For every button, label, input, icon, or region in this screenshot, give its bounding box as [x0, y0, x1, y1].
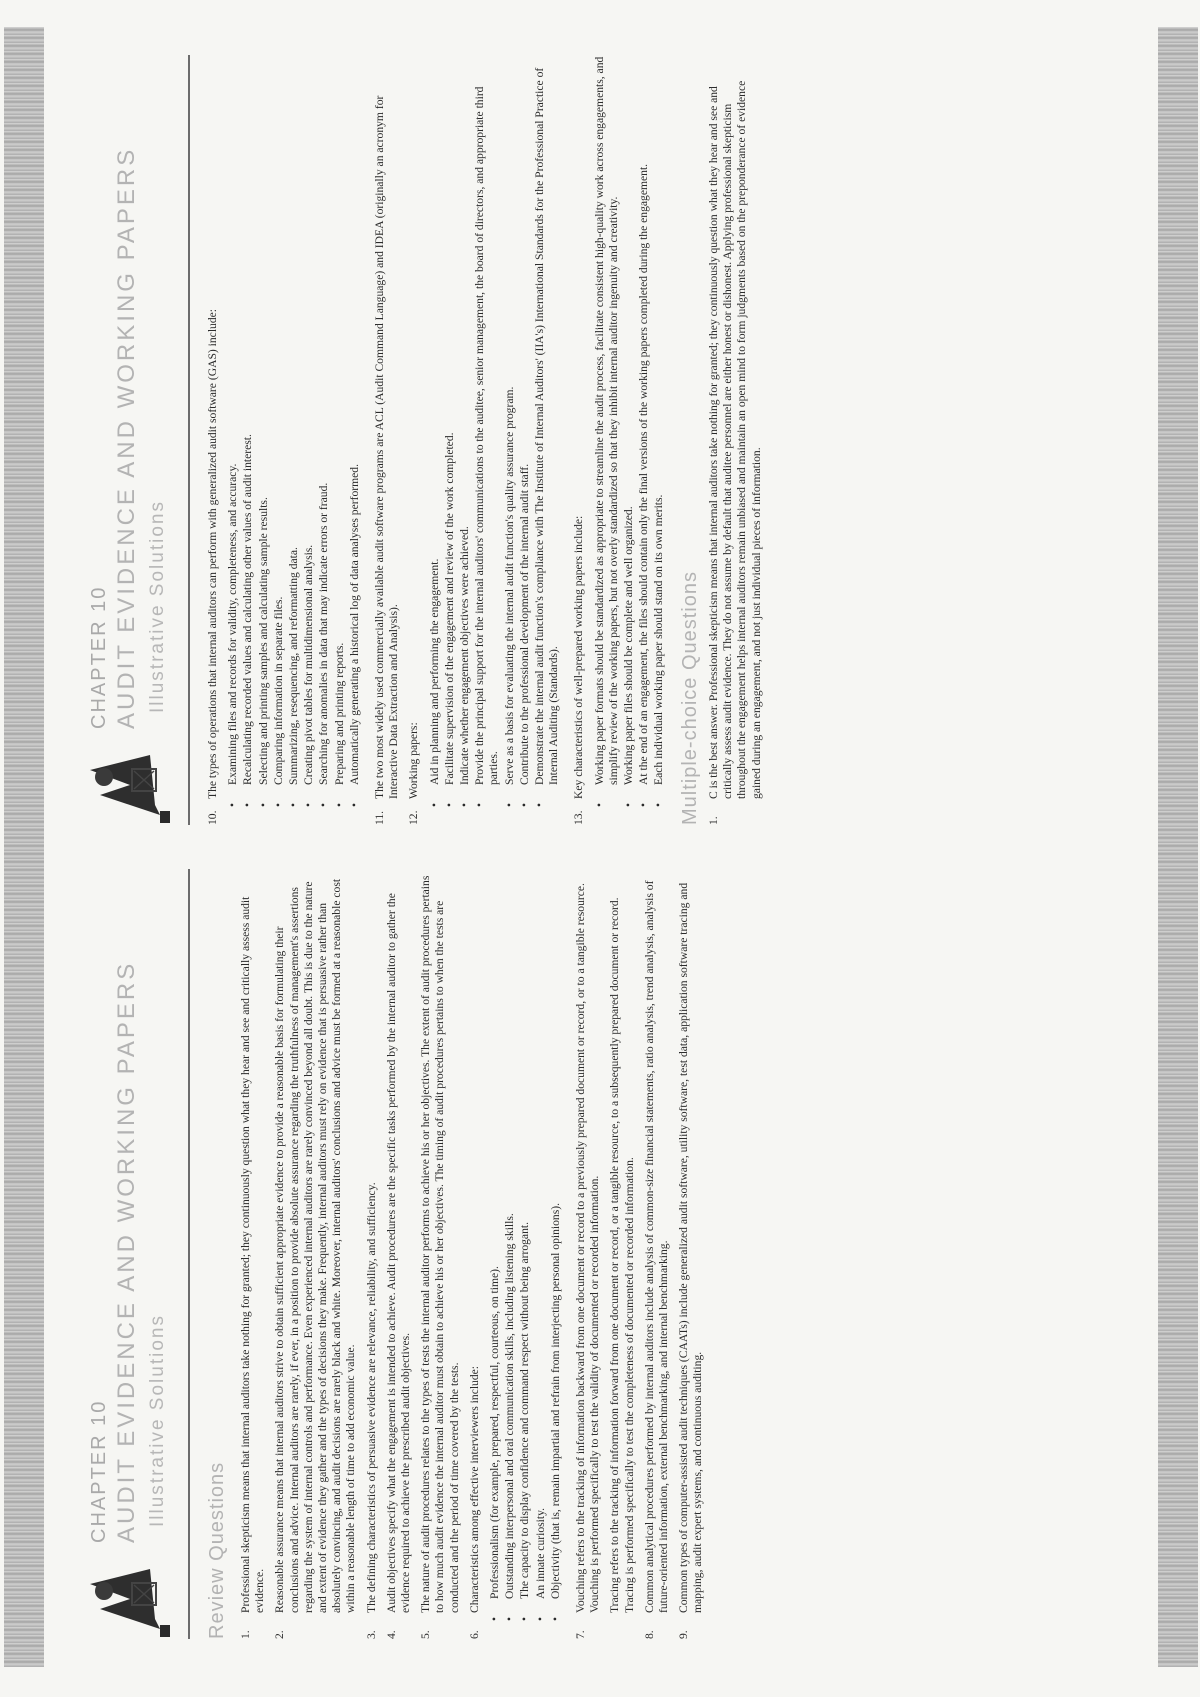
question-6: 6. Characteristics among effective interviewers include:	[467, 1365, 481, 1639]
list-item: • Facilitate supervision of the engagement and review of the work completed.	[442, 432, 456, 807]
list-item: • Demonstrate the internal audit function's compliance with The Institute of Internal Auditors' (IIA's) International Standards for the Professional Practice of Internal Auditing (Standards).	[533, 67, 561, 807]
list-item: • Outstanding interpersonal and oral communication skills, including listening skills.	[503, 1213, 517, 1621]
section-title-multiple-choice: Multiple-choice Questions	[678, 571, 701, 825]
mc-question-1: 1. C is the best answer. Professional skepticism means that internal auditors take nothing for granted; they continuously question what they hear and see and critically assess audit evidence. They do not assume by default that auditee personnel are either honest or dishonest. Applying professional skepticism throughout the engagement helps internal auditors remain unbiased and maintain an open mind to form judgments based on the preponderance of evidence gained during an engagement, and not just individual pieces of information.	[706, 80, 763, 825]
question-1: 1. Professional skepticism means that internal auditors take nothing for granted; they continuously question what they hear and see and critically assess audit evidence.	[239, 896, 267, 1639]
question-3: 3. The defining characteristics of persuasive evidence are relevance, reliability, and sufficiency.	[364, 1182, 378, 1639]
scan-band-bottom	[1158, 27, 1198, 1667]
list-item: • Working paper formats should be standardized as appropriate to streamline the audit process, facilitate consistent high-quality work across engagements, and simplify review of the working papers, but not overly standardized so that they inhibit internal auditor ingenuity and creativity.	[592, 56, 620, 807]
question-10: 10. The types of operations that internal auditors can perform with generalized audit software (GAS) include:	[206, 309, 219, 825]
scan-band-top	[4, 27, 44, 1667]
list-item: • Summarizing, resequencing, and reformatting data.	[287, 547, 301, 807]
chapter-title: AUDIT EVIDENCE AND WORKING PAPERS	[113, 146, 140, 729]
list-item: • Examining files and records for validity, completeness, and accuracy.	[226, 463, 240, 807]
right-header	[70, 55, 190, 825]
list-item: • Creating pivot tables for multidimensional analysis.	[302, 544, 316, 807]
question-7: 7. Vouching refers to the tracking of information backward from one document or record to a previously prepared document or record, or to a tangible resource. Vouching is performed specifically to test the validity of documented or recorded information.	[574, 883, 602, 1639]
list-item: • The capacity to display confidence and command respect without being arrogant.	[518, 1222, 532, 1621]
list-item: • Contribute to the professional development of the internal audit staff.	[517, 463, 531, 807]
question-4: 4. Audit objectives specify what the engagement is intended to achieve. Audit procedures are the specific tasks performed by the internal auditor to gather the evidence required to achieve the prescribed audit objectives.	[384, 893, 413, 1639]
review-questions	[239, 869, 706, 1639]
left-column	[70, 869, 1150, 1639]
list-item: • An innate curiosity.	[533, 1507, 547, 1621]
list-item: • Indicate whether engagement objectives were achieved.	[458, 526, 472, 807]
list-item: • Each individual working paper should stand on its own merits.	[652, 494, 666, 807]
list-item: • At the end of an engagement, the files should contain only the final versions of the working papers completed during the engagement.	[637, 163, 651, 807]
chapter-logo-icon	[80, 739, 172, 825]
question-5: 5. The nature of audit procedures relates to the types of tests the internal auditor performs to achieve his or her objectives. The extent of audit procedures pertains to how much audit evidence the internal auditor must obtain to achieve his or her objectives. The timing of audit procedures pertains to when the tests are conducted and the period of time covered by the tests.	[419, 875, 461, 1639]
section-title-review: Review Questions	[206, 1461, 228, 1639]
right-column	[70, 55, 1150, 825]
list-item: • Selecting and printing samples and calculating sample results.	[256, 497, 270, 807]
list-item: • Automatically generating a historical log of data analyses performed.	[347, 464, 361, 807]
list-item: • Aid in planning and performing the engagement.	[427, 558, 441, 807]
chapter-title: AUDIT EVIDENCE AND WORKING PAPERS	[113, 960, 140, 1543]
question-9: 9. Common types of computer-assisted audit techniques (CAATs) include generalized audit software, utility software, test data, application software tracing and mapping, audit expert systems, and continuous auditing.	[677, 882, 705, 1639]
list-item: • Searching for anomalies in data that may indicate errors or fraud.	[317, 482, 331, 807]
question-7-tracing: Tracing refers to the tracking of information forward from one document or record, or a tangible resource, to a subsequently prepared document or record. Tracing is performed specifically to test the completeness of documented or recorded information.	[608, 897, 636, 1613]
question-8: 8. Common analytical procedures performed by internal auditors include analysis of common-size financial statements, ratio analysis, trend analysis, analysis of future-oriented information, external benchmarking, and internal benchmarking.	[642, 880, 671, 1639]
list-item: • Recalculating recorded values and calculating other values of audit interest.	[241, 434, 255, 807]
list-item: • Serve as a basis for evaluating the internal audit function's quality assurance program.	[502, 386, 516, 807]
list-item: • Objectivity (that is, remain impartial and refrain from interjecting personal opinions).	[548, 1203, 562, 1621]
list-item: • Provide the principal support for the internal auditors' communications to the auditee, senior management, the board of directors, and appropriate third parties.	[473, 86, 501, 807]
chapter-subtitle: Illustrative Solutions	[147, 1314, 168, 1527]
chapter-logo-icon	[80, 1553, 172, 1639]
chapter-label: CHAPTER 10	[88, 1399, 110, 1543]
question-12: 12. Working papers:	[407, 722, 421, 825]
left-header	[70, 869, 190, 1639]
list-item: • Comparing information in separate files.	[271, 596, 285, 807]
question-13: 13. Key characteristics of well-prepared working papers include:	[572, 515, 586, 825]
list-item: • Preparing and printing reports.	[332, 642, 346, 807]
list-item: • Working paper files should be complete and well organized.	[622, 506, 636, 807]
list-item: • Professionalism (for example, prepared, respectful, courteous, on time).	[488, 1266, 502, 1621]
chapter-label: CHAPTER 10	[88, 585, 110, 729]
chapter-subtitle: Illustrative Solutions	[147, 500, 168, 713]
question-2: 2. Reasonable assurance means that internal auditors strive to obtain sufficient appropriate evidence to provide a reasonable basis for formulating their conclusions and advice. Internal auditors are rarely, if ever, in a position to provide absolute assurance regarding the truthfulness of management's assertions regarding the system of internal controls and performance. Even experienced internal auditors are rarely convinced beyond all doubt. This is due to the nature and extent of evidence they gather and the types of decisions they make. Frequently, internal auditors must rely on evidence that is persuasive rather than absolutely convincing, and audit decisions are rarely black and white. Moreover, internal auditors' conclusions and advice must be formed at a reasonable cost within a reasonable length of time to add economic value.	[273, 878, 358, 1639]
question-11: 11. The two most widely used commercially available audit software programs are ACL (Audit Command Language) and IDEA (originally an acronym for Interactive Data Extraction and Analysis).	[373, 95, 401, 825]
review-questions-continued	[206, 55, 764, 825]
